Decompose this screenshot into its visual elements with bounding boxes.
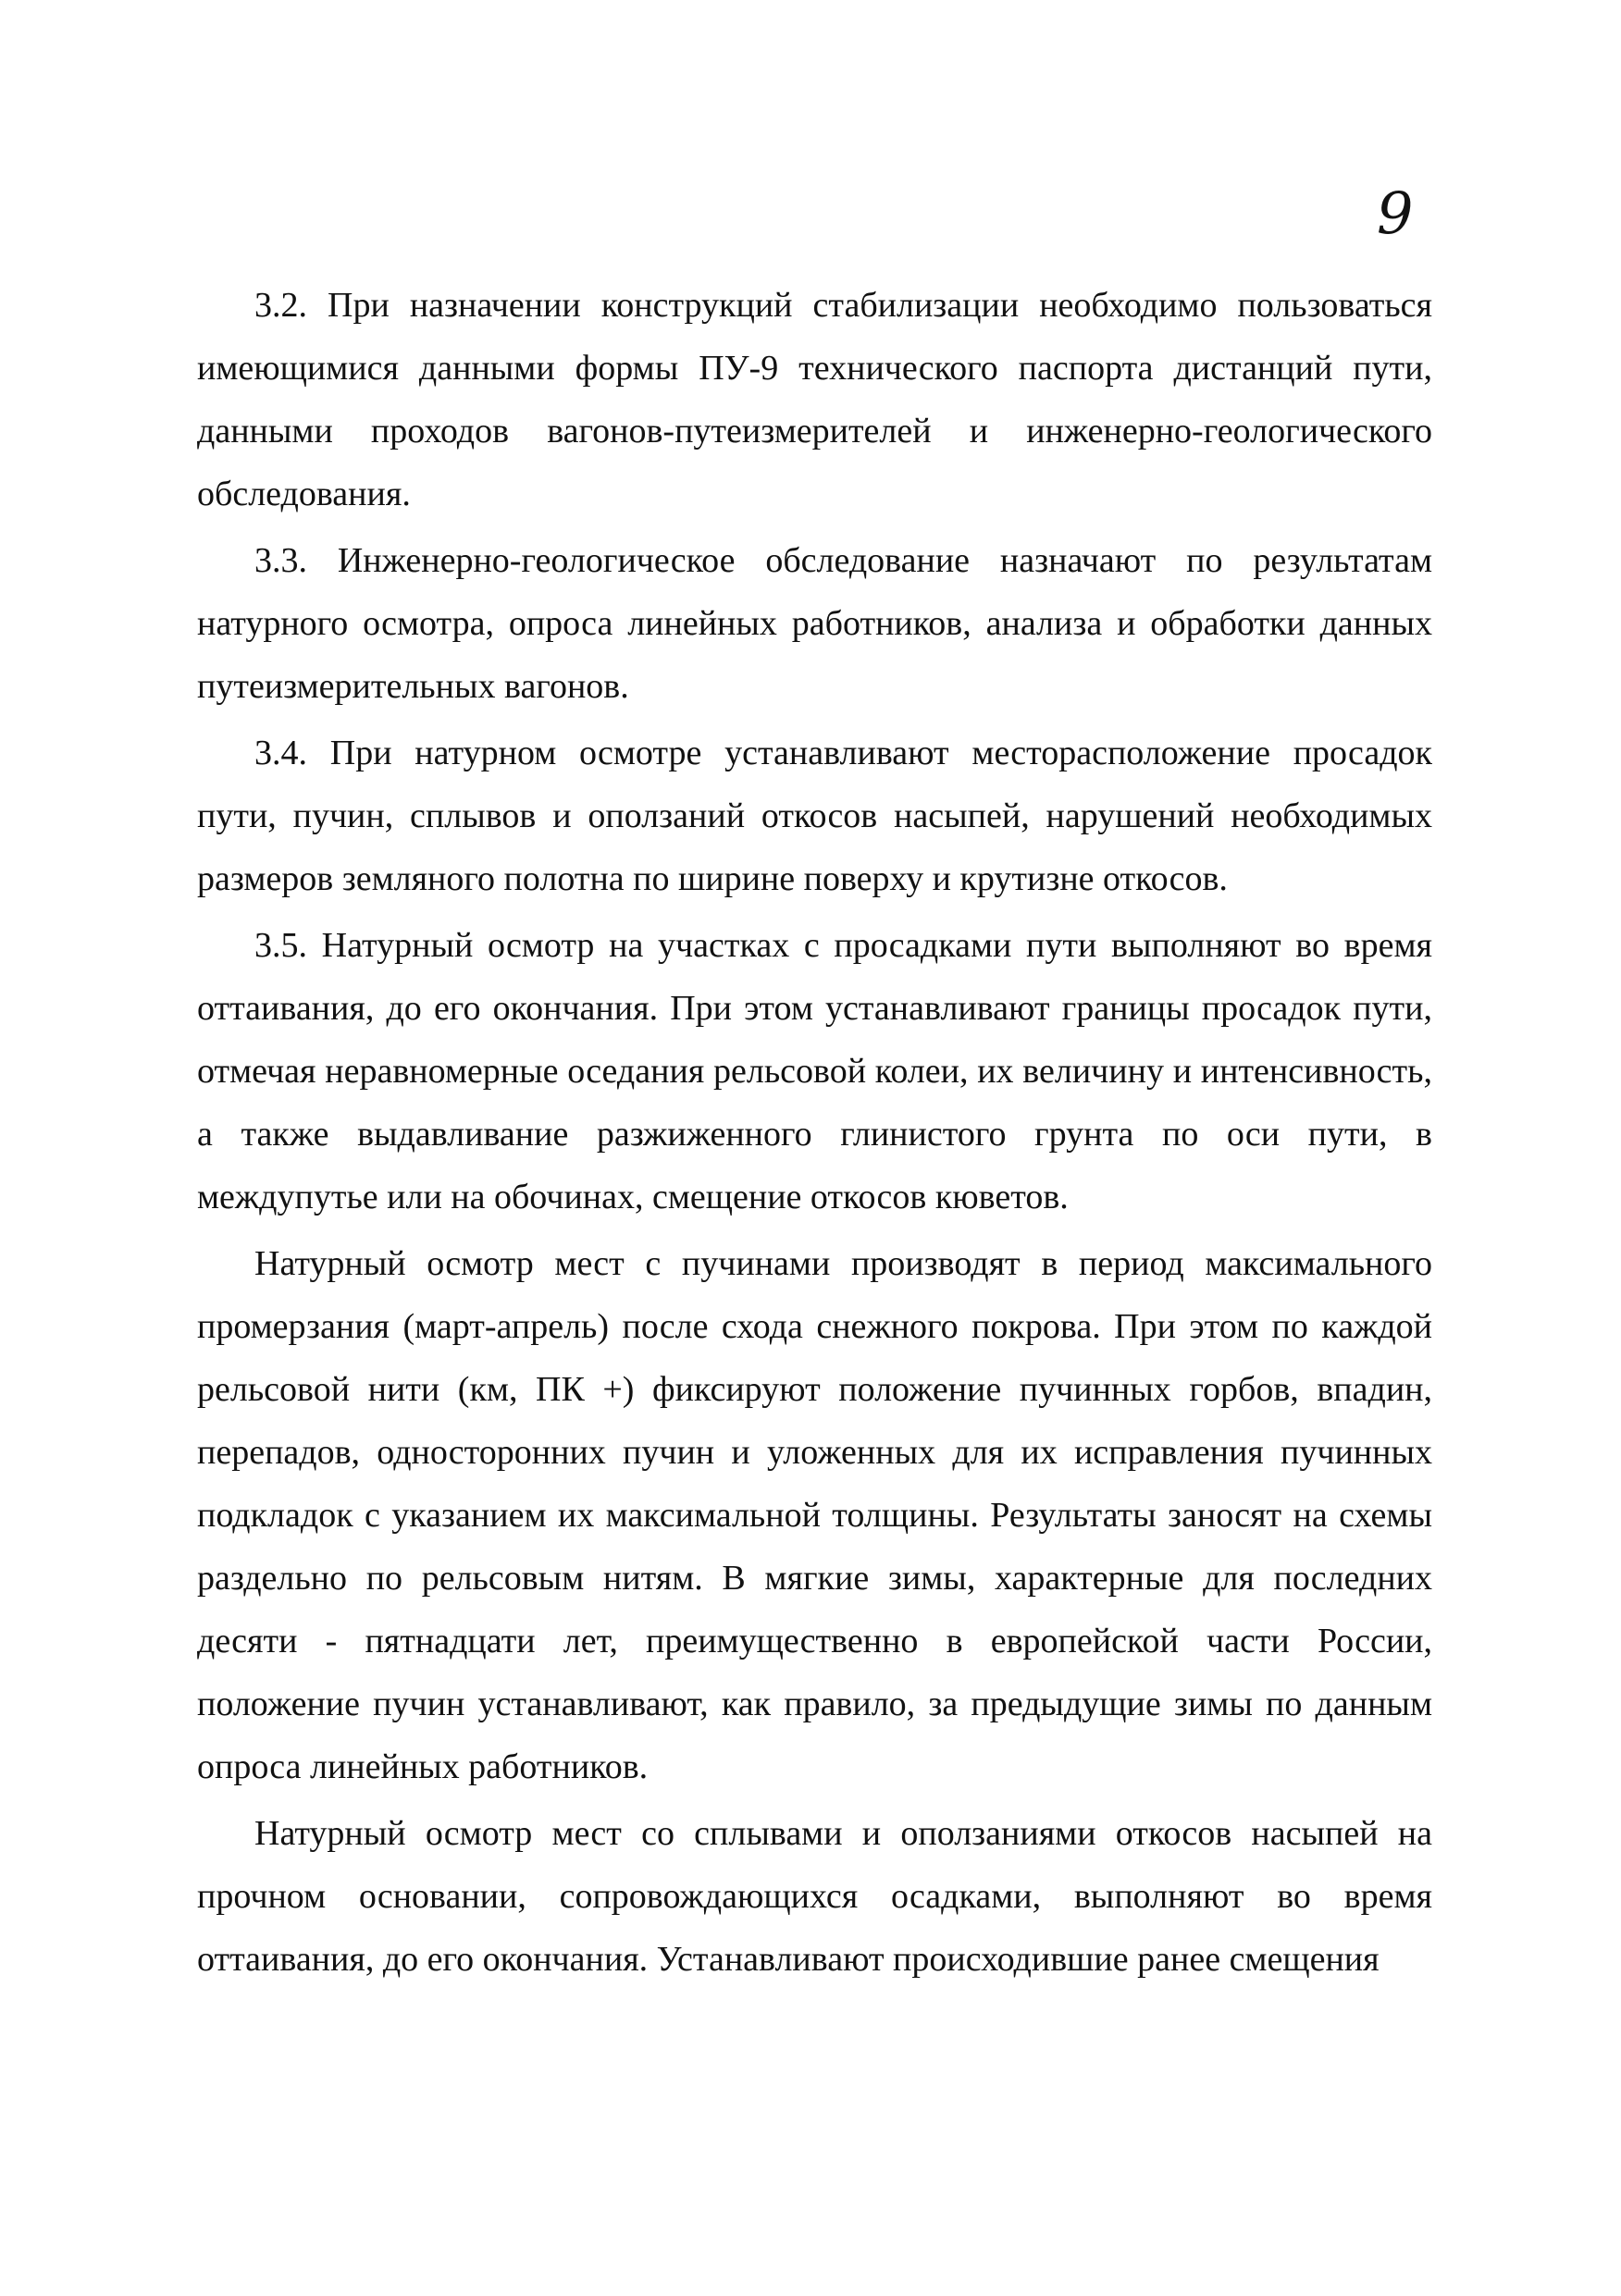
document-body: [197, 274, 1432, 1991]
paragraph-heaving-inspection: Натурный осмотр мест с пучинами производят в период максимального промерзания (март-апрель) после схода снежного покрова. При этом по каждой рельсовой нити (км, ПК +) фиксируют положение пучинных горбов, впадин, перепадов, односторонних пучин и уложенных для их исправления пучинных подкладок с указанием их максимальной толщины. Результаты заносят на схемы раздельно по рельсовым нитям. В мягкие зимы, характерные для последних десяти - пятнадцати лет, преимущественно в европейской части России, положение пучин устанавливают, как правило, за предыдущие зимы по данным опроса линейных работников.: [197, 1244, 1432, 1786]
paragraph-3-4: 3.4. При натурном осмотре устанавливают месторасположение просадок пути, пучин, сплывов и оползаний откосов насыпей, нарушений необходимых размеров земляного полотна по ширине поверху и крутизне откосов.: [197, 734, 1432, 898]
paragraph-3-5: 3.5. Натурный осмотр на участках с просадками пути выполняют во время оттаивания, до его окончания. При этом устанавливают границы просадок пути, отмечая неравномерные оседания рельсовой колеи, их величину и интенсивность, а также выдавливание разжиженного глинистого грунта по оси пути, в междупутье или на обочинах, смещение откосов кюветов.: [197, 926, 1432, 1216]
paragraph-3-2: 3.2. При назначении конструкций стабилизации необходимо пользоваться имеющимися данными формы ПУ-9 технического паспорта дистанций пути, данными проходов вагонов-путеизмерителей и инженерно-геологического обследования.: [197, 286, 1432, 513]
page-number: 9: [1377, 179, 1414, 247]
paragraph-3-3: 3.3. Инженерно-геологическое обследование назначают по результатам натурного осмотра, опроса линейных работников, анализа и обработки данных путеизмерительных вагонов.: [197, 541, 1432, 706]
paragraph-slope-inspection: Натурный осмотр мест со сплывами и оползаниями откосов насыпей на прочном основании, сопровождающихся осадками, выполняют во время оттаивания, до его окончания. Устанавливают происходившие ранее смещения: [197, 1814, 1432, 1979]
